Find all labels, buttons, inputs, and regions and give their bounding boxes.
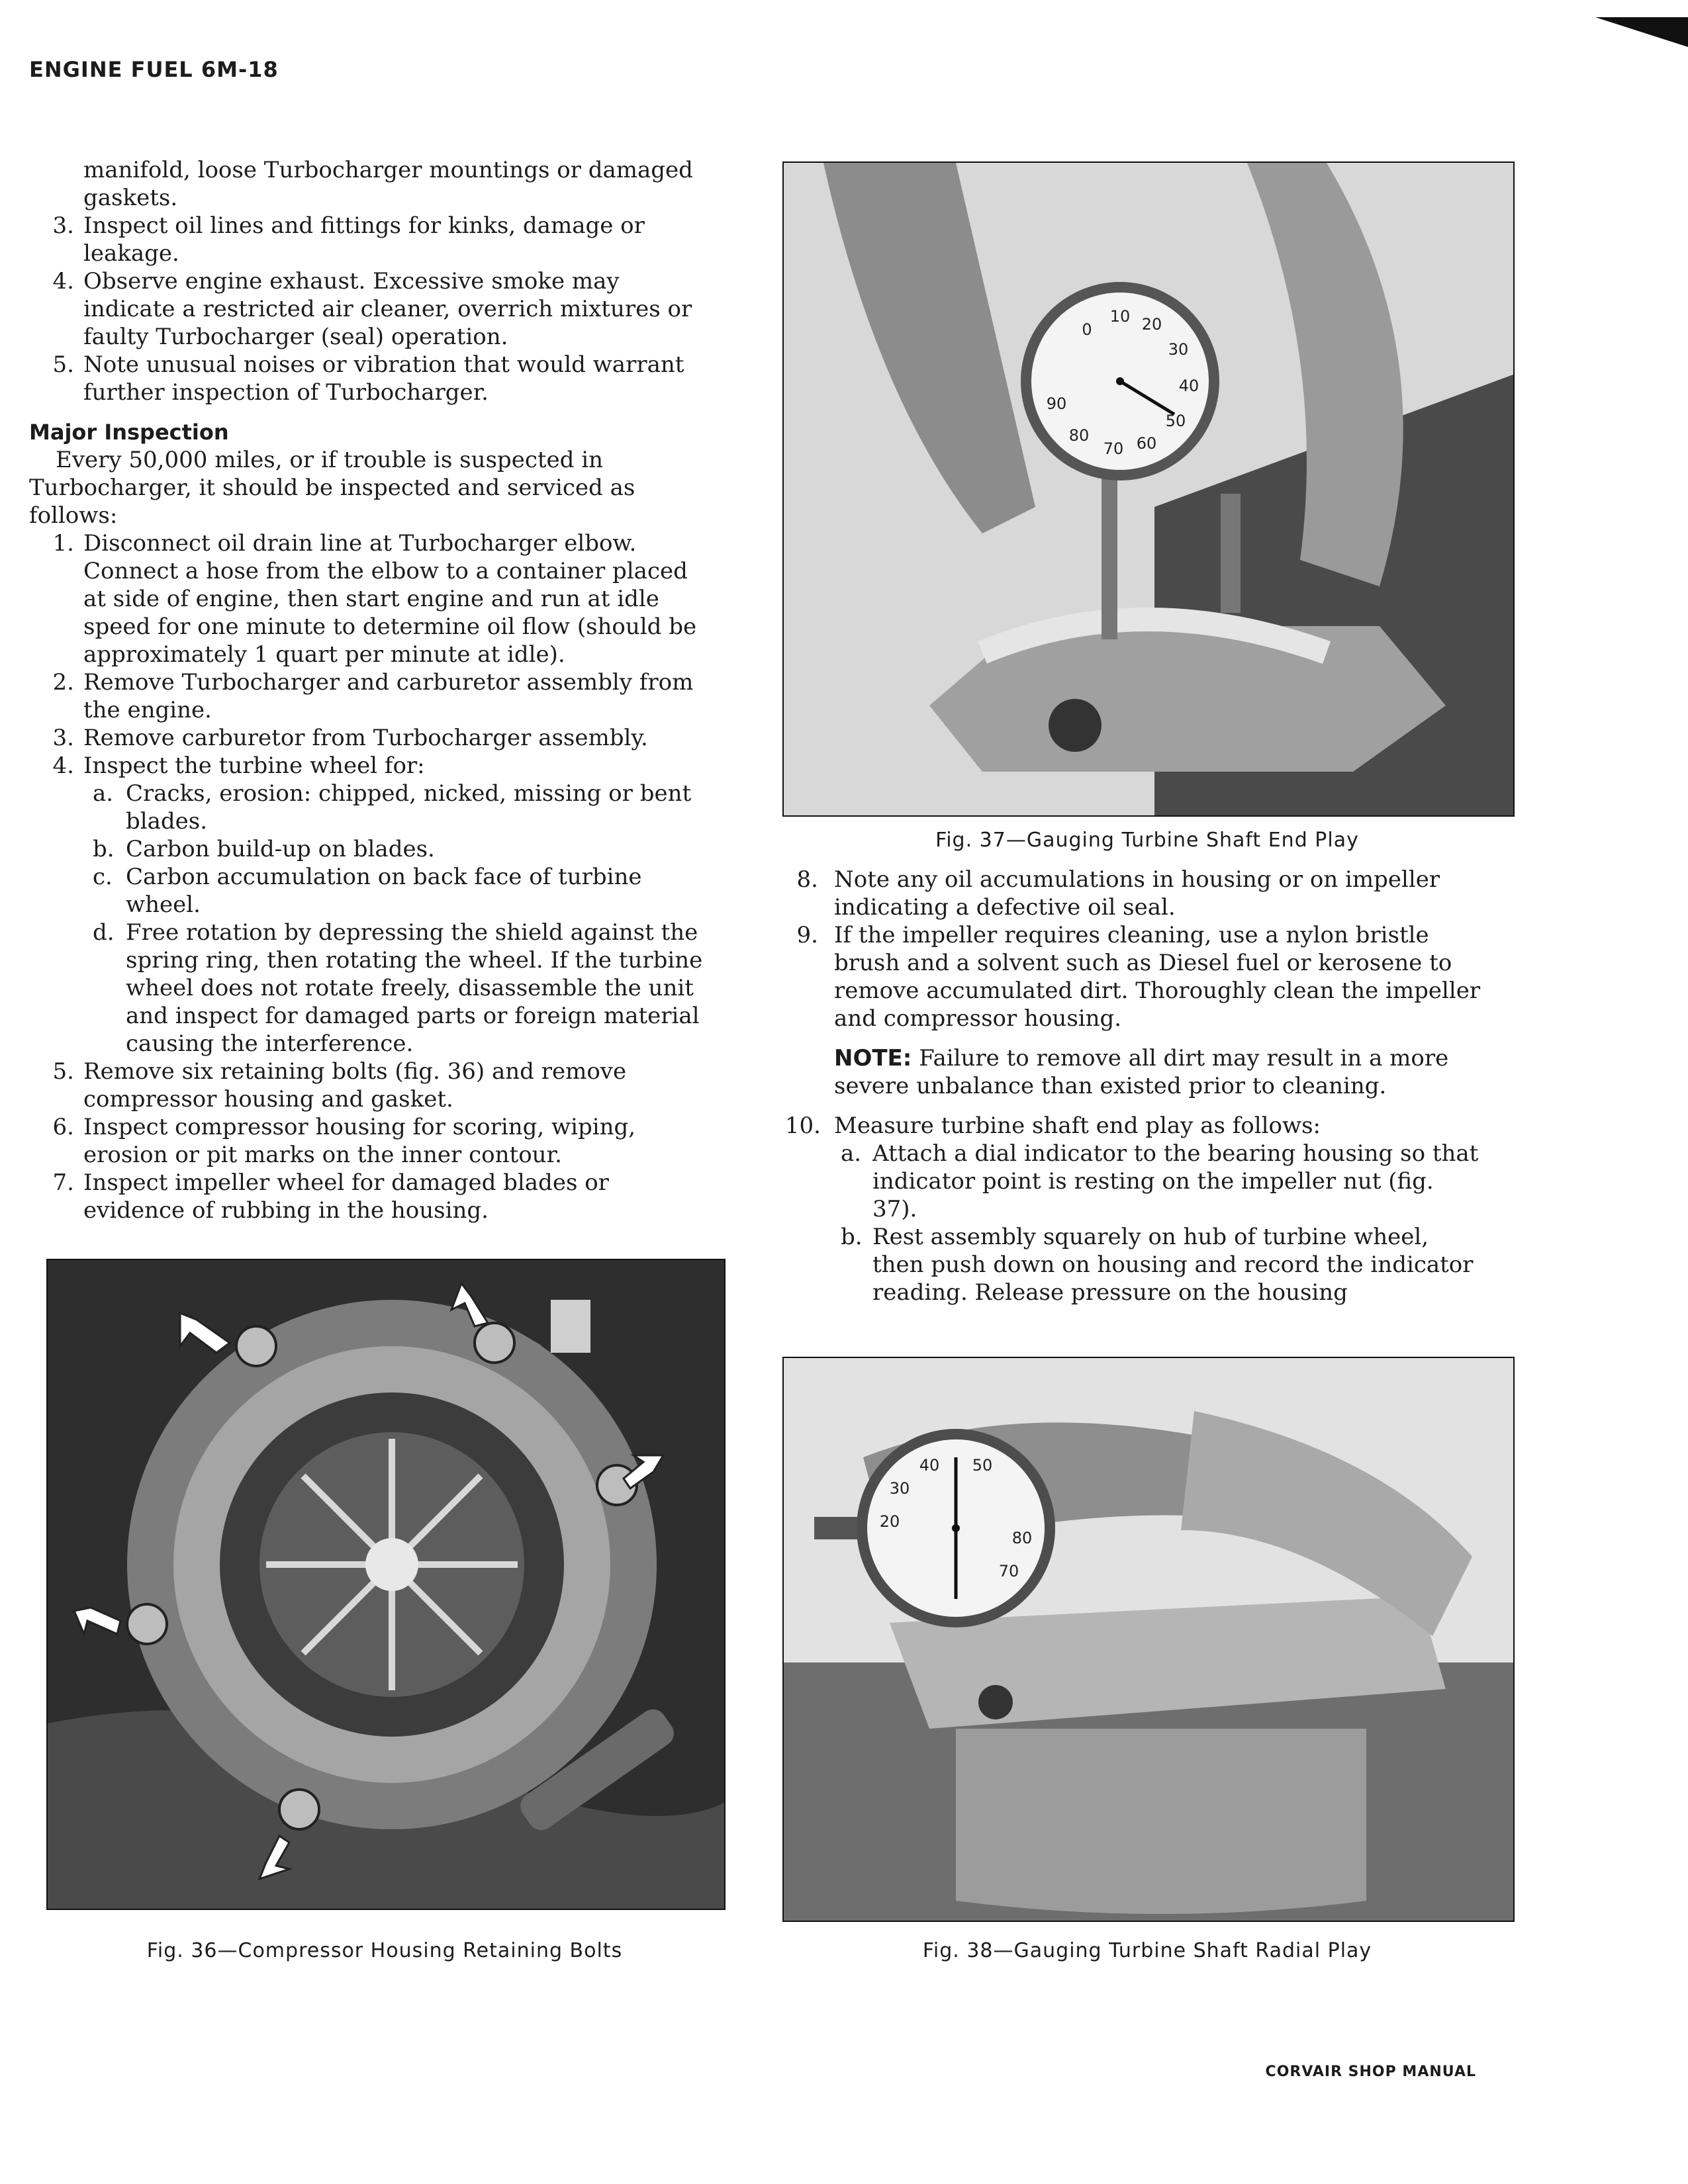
list-item: 5. Note unusual noises or vibration that would warrant further inspection of Turbocharger. <box>52 351 684 406</box>
sub-list-item: d. Free rotation by depressing the shield against the spring ring, then rotating the wheel. If the turbine wheel does not rotate freely, disassemble the unit and inspect for damaged parts or foreign material causing the interference. <box>93 919 703 1057</box>
list-item: 5. Remove six retaining bolts (fig. 36) and remove compressor housing and gasket. <box>52 1058 627 1113</box>
sub-list-item: a. Attach a dial indicator to the bearing housing so that indicator point is resting on the impeller nut (fig. 37). <box>841 1140 1479 1222</box>
list-item: 9. If the impeller requires cleaning, use a nylon bristle brush and a solvent such as Diesel fuel or kerosene to remove accumulated dirt. Thoroughly clean the impeller and compressor housing. <box>796 922 1481 1032</box>
left-continuation: manifold, loose Turbocharger mountings or damaged gaskets. <box>83 157 693 211</box>
compressor-housing-illustration <box>48 1260 724 1909</box>
dial-label: 80 <box>1011 1529 1033 1547</box>
list-item: 3. Inspect oil lines and fittings for kinks, damage or leakage. <box>52 212 645 267</box>
list-item: 6. Inspect compressor housing for scoring, wiping, erosion or pit marks on the inner contour. <box>52 1114 636 1168</box>
radial-play-gauge-illustration <box>784 1358 1513 1921</box>
page-footer: CORVAIR SHOP MANUAL <box>1265 2064 1476 2080</box>
list-item: 4. Observe engine exhaust. Excessive smoke may indicate a restricted air cleaner, overrich mixtures or faulty Turbocharger (seal) operation. <box>52 268 692 350</box>
dial-label: 60 <box>1136 434 1157 453</box>
note-text: Failure to remove all dirt may result in a more severe unbalance than existed prior to cleaning. <box>834 1045 1449 1099</box>
dial-label: 0 <box>1082 320 1092 339</box>
dial-label: 50 <box>1165 412 1186 430</box>
list-item: 3. Remove carburetor from Turbocharger assembly. <box>52 725 648 751</box>
sub-list-item: a. Cracks, erosion: chipped, nicked, missing or bent blades. <box>93 780 692 835</box>
fig37-caption: Fig. 37—Gauging Turbine Shaft End Play <box>935 829 1359 852</box>
sub-list-item: c. Carbon accumulation on back face of turbine wheel. <box>93 864 642 918</box>
fig36-caption: Fig. 36—Compressor Housing Retaining Bolts <box>146 1939 623 1962</box>
list-item: 2. Remove Turbocharger and carburetor assembly from the engine. <box>52 669 694 723</box>
list-item: 4. Inspect the turbine wheel for: <box>52 752 425 779</box>
dial-label: 70 <box>1103 439 1124 458</box>
dial-label: 40 <box>919 1456 940 1475</box>
note-label: NOTE: <box>834 1045 912 1071</box>
left-column <box>29 156 715 1224</box>
dial-label: 10 <box>1109 307 1131 326</box>
dial-label: 40 <box>1178 377 1199 395</box>
cleaning-note <box>768 1044 1483 1100</box>
major-inspection-intro: Every 50,000 miles, or if trouble is suspected in Turbocharger, it should be inspected and serviced as follows: <box>29 447 635 529</box>
left-list-b <box>29 529 715 780</box>
dial-label: 30 <box>1168 340 1189 359</box>
sub-list-item: b. Carbon build-up on blades. <box>93 836 435 862</box>
fig36-photo <box>46 1259 726 1910</box>
dial-label: 50 <box>972 1456 993 1475</box>
dial-label: 80 <box>1068 426 1090 445</box>
left-list-a <box>29 212 715 406</box>
page-corner-tab-mark <box>1582 11 1688 50</box>
dial-label: 90 <box>1046 394 1067 413</box>
fig38-photo <box>782 1357 1515 1922</box>
list-item: 1. Disconnect oil drain line at Turbocharger elbow. Connect a hose from the elbow to a container placed at side of engine, then start engine and run at idle speed for one minute to determine oil flow (should be approximately 1 quart per minute at idle). <box>52 530 697 668</box>
dial-label: 20 <box>879 1512 900 1531</box>
major-inspection-heading: Major Inspection <box>29 420 229 445</box>
list-item: 7. Inspect impeller wheel for damaged blades or evidence of rubbing in the housing. <box>52 1169 609 1224</box>
fig37-photo <box>782 161 1515 817</box>
end-play-gauge-illustration <box>784 163 1513 815</box>
list-item: 10. Measure turbine shaft end play as follows: <box>784 1113 1321 1139</box>
sub-list-item: b. Rest assembly squarely on hub of turbine wheel, then push down on housing and record the indicator reading. Release pressure on the housing <box>841 1224 1474 1306</box>
page-header: ENGINE FUEL 6M-18 <box>29 57 279 82</box>
right-column <box>768 866 1483 1306</box>
dial-label: 30 <box>889 1479 910 1498</box>
fig38-caption: Fig. 38—Gauging Turbine Shaft Radial Play <box>922 1939 1372 1962</box>
dial-label: 20 <box>1141 315 1162 334</box>
left-list-c <box>29 1058 715 1224</box>
list-item: 8. Note any oil accumulations in housing or on impeller indicating a defective oil seal. <box>796 866 1440 921</box>
dial-label: 70 <box>998 1562 1019 1580</box>
left-sub-list <box>29 780 715 1058</box>
